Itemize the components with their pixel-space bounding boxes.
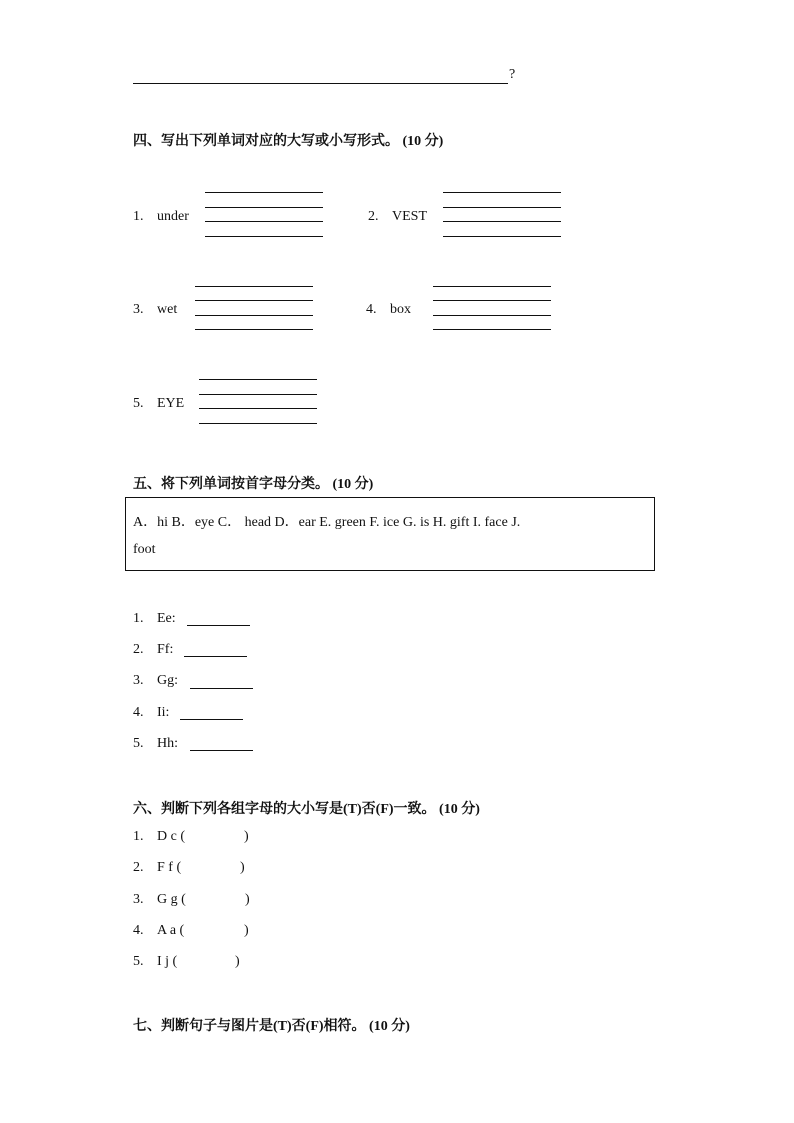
answer-line[interactable] (190, 688, 253, 689)
answer-line[interactable] (187, 625, 250, 626)
section4-heading: 四、写出下列单词对应的大写或小写形式。 (10 分) (133, 134, 444, 149)
word-bank-line: A．hi B．eye C． head D．ear E. green F. ice G. is H. gift I. face J. (133, 515, 521, 530)
writing-line[interactable] (199, 408, 317, 409)
answer-line[interactable] (184, 656, 247, 657)
writing-line[interactable] (199, 379, 317, 380)
letter-label: Hh: (157, 736, 178, 751)
question-mark: ? (509, 67, 516, 82)
item-word: box (390, 302, 411, 317)
item-number: 4. (366, 302, 377, 317)
writing-line[interactable] (195, 329, 313, 330)
letter-label: Gg: (157, 673, 178, 688)
writing-line[interactable] (195, 315, 313, 316)
word-bank-line: foot (133, 542, 156, 557)
item-number: 5. (133, 736, 144, 751)
item-number: 2. (133, 642, 144, 657)
letter-label: Ee: (157, 611, 176, 626)
section7-heading: 七、判断句子与图片是(T)否(F)相符。 (10 分) (133, 1019, 410, 1034)
answer-paren-close[interactable]: ) (240, 860, 245, 875)
answer-paren-close[interactable]: ) (244, 923, 249, 938)
answer-paren-close[interactable]: ) (244, 829, 249, 844)
answer-paren-close[interactable]: ) (245, 892, 250, 907)
writing-line[interactable] (195, 286, 313, 287)
writing-line[interactable] (195, 300, 313, 301)
writing-line[interactable] (443, 236, 561, 237)
item-number: 3. (133, 302, 144, 317)
letter-pair: D c ( (157, 829, 185, 844)
item-number: 5. (133, 396, 144, 411)
writing-line[interactable] (433, 315, 551, 316)
item-word: VEST (392, 209, 427, 224)
letter-pair: A a ( (157, 923, 185, 938)
letter-label: Ii: (157, 705, 170, 720)
letter-label: Ff: (157, 642, 174, 657)
item-number: 1. (133, 829, 144, 844)
answer-line (133, 83, 508, 84)
item-number: 1. (133, 611, 144, 626)
writing-line[interactable] (199, 423, 317, 424)
item-number: 4. (133, 705, 144, 720)
writing-line[interactable] (443, 192, 561, 193)
writing-line[interactable] (433, 329, 551, 330)
writing-line[interactable] (433, 286, 551, 287)
writing-line[interactable] (205, 221, 323, 222)
item-number: 3. (133, 892, 144, 907)
writing-line[interactable] (199, 394, 317, 395)
section5-heading: 五、将下列单词按首字母分类。 (10 分) (133, 477, 374, 492)
section6-heading: 六、判断下列各组字母的大小写是(T)否(F)一致。 (10 分) (133, 802, 480, 817)
letter-pair: F f ( (157, 860, 182, 875)
answer-line[interactable] (190, 750, 253, 751)
writing-line[interactable] (205, 207, 323, 208)
item-number: 2. (368, 209, 379, 224)
writing-line[interactable] (443, 207, 561, 208)
item-word: EYE (157, 396, 185, 411)
word-bank-box (125, 497, 655, 571)
item-word: under (157, 209, 189, 224)
writing-line[interactable] (433, 300, 551, 301)
answer-line[interactable] (180, 719, 243, 720)
letter-pair: G g ( (157, 892, 186, 907)
item-word: wet (157, 302, 178, 317)
answer-paren-close[interactable]: ) (235, 954, 240, 969)
item-number: 3. (133, 673, 144, 688)
item-number: 4. (133, 923, 144, 938)
letter-pair: I j ( (157, 954, 178, 969)
writing-line[interactable] (443, 221, 561, 222)
writing-line[interactable] (205, 192, 323, 193)
writing-line[interactable] (205, 236, 323, 237)
item-number: 5. (133, 954, 144, 969)
item-number: 1. (133, 209, 144, 224)
item-number: 2. (133, 860, 144, 875)
